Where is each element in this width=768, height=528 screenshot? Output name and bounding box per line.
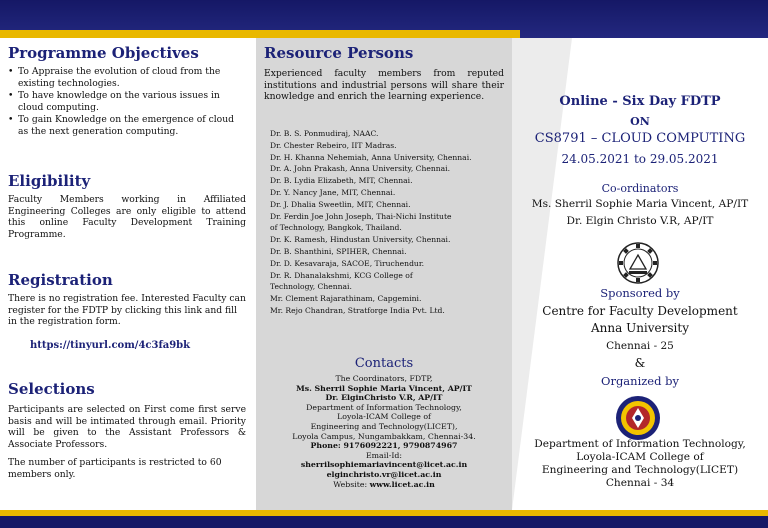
selections-heading: Selections — [8, 380, 95, 398]
contact-line: Department of Information Technology, — [306, 402, 462, 412]
ampersand: & — [634, 356, 646, 370]
selections-limit: The number of participants is restricted to 60 members only. — [8, 457, 222, 480]
resource-intro: Experienced faculty members from reputed institutions and industrial persons will share their knowledge and enrich the learning experience. — [264, 68, 504, 102]
contact-line: Ms. Sherril Sophie Maria Vincent, AP/IT — [296, 383, 472, 393]
sponsor-university: Anna University — [591, 321, 689, 335]
organized-by-label: Organized by — [601, 374, 679, 388]
resource-person-list — [270, 128, 510, 317]
middle-panel — [256, 38, 512, 510]
resource-person: Dr. A. John Prakash, Anna University, Chennai. — [270, 164, 451, 174]
gold-stripe — [0, 30, 520, 38]
event-title: Online - Six Day FDTP — [559, 94, 721, 109]
left-panel — [0, 38, 256, 510]
anna-university-logo — [616, 241, 660, 285]
contact-line: Dr. ElginChristo V.R, AP/IT — [325, 393, 443, 403]
resource-person: Dr. D. Kesavaraja, SACOE, Tiruchendur. — [270, 258, 425, 268]
eligibility-heading: Eligibility — [8, 172, 91, 190]
objective-item: • To gain Knowledge on the emergence of cloud as the next generation computing. — [6, 114, 246, 137]
objectives-heading: Programme Objectives — [8, 44, 199, 62]
objective-item: • To Appraise the evolution of cloud from the existing technologies. — [6, 66, 246, 89]
sponsor-city: Chennai - 25 — [606, 340, 674, 352]
resource-heading: Resource Persons — [264, 44, 414, 62]
right-panel — [512, 38, 768, 510]
registration-link[interactable]: https://tinyurl.com/4c3fa9bk — [30, 340, 191, 351]
sponsored-by-label: Sponsored by — [600, 286, 680, 300]
organizer-line: Engineering and Technology(LICET) — [541, 464, 739, 476]
resource-person: Dr. B. S. Ponmudiraj, NAAC. — [270, 129, 379, 138]
contact-email[interactable]: sherrilsophiemariavincent@licet.ac.in — [300, 460, 468, 470]
bottom-banner — [0, 510, 768, 528]
resource-person: Technology, Chennai. — [270, 282, 352, 292]
coordinator-1: Ms. Sherril Sophie Maria Vincent, AP/IT — [531, 198, 749, 210]
contacts-heading: Contacts — [354, 356, 414, 371]
coordinator-2: Dr. Elgin Christo V.R, AP/IT — [566, 215, 714, 227]
website-label: Website: — [333, 479, 370, 489]
resource-person: Dr. B. Lydia Elizabeth, MIT, Chennai. — [270, 176, 413, 186]
event-dates: 24.05.2021 to 29.05.2021 — [561, 152, 719, 166]
licet-logo — [614, 394, 662, 442]
resource-person: Dr. Ferdin Joe John Joseph, Thai-Nichi Institute — [270, 211, 452, 221]
contact-line: Loyola Campus, Nungambakkam, Chennai-34. — [292, 431, 476, 441]
organizer-block — [512, 438, 768, 490]
contact-line: Loyola-ICAM College of — [337, 412, 431, 422]
course-title: CS8791 – CLOUD COMPUTING — [534, 131, 746, 146]
gold-stripe — [0, 510, 768, 516]
website-link[interactable]: www.licet.ac.in — [369, 479, 435, 489]
organizer-line: Chennai - 34 — [605, 477, 675, 489]
eligibility-text: Faculty Members working in Affiliated Engineering Colleges are only eligible to attend this online Faculty Development Training Programme. — [8, 194, 246, 240]
top-banner — [0, 0, 768, 38]
sponsor-name: Centre for Faculty Development — [542, 304, 738, 318]
resource-person: Dr. H. Khanna Nehemiah, Anna University, Chennai. — [270, 152, 472, 162]
contact-website-row — [256, 480, 512, 490]
resource-person: Dr. J. Dhalia Sweetlin, MIT, Chennai. — [270, 199, 411, 209]
resource-person: Mr. Clement Rajarathinam, Capgemini. — [270, 294, 422, 304]
objective-item: • To have knowledge on the various issues in cloud computing. — [6, 90, 246, 113]
resource-person: Dr. Chester Rebeiro, IIT Madras. — [270, 140, 397, 150]
organizer-line: Loyola-ICAM College of — [576, 451, 704, 463]
resource-person: Dr. B. Shanthini, SPIHER, Chennai. — [270, 246, 407, 256]
resource-person: Dr. R. Dhanalakshmi, KCG College of — [270, 270, 413, 280]
selections-text: Participants are selected on First come first serve basis and will be intimated through email. Priority will be given to the Assistant Professors & Associate Professors. — [8, 404, 246, 450]
contact-line: Engineering and Technology(LICET), — [310, 421, 458, 431]
organizer-line: Department of Information Technology, — [534, 438, 746, 450]
resource-person: Mr. Rejo Chandran, Stratforge India Pvt. Ltd. — [270, 305, 445, 315]
contact-email[interactable]: elginchristo.vr@licet.ac.in — [326, 469, 442, 479]
contact-line: The Coordinators, FDTP, — [335, 374, 433, 383]
contact-line: Email-Id: — [365, 450, 403, 460]
resource-person: Dr. K. Ramesh, Hindustan University, Chennai. — [270, 235, 451, 245]
contact-phone: Phone: 9176092221, 9790874967 — [310, 441, 458, 451]
registration-heading: Registration — [8, 271, 113, 289]
resource-person: of Technology, Bangkok, Thailand. — [270, 223, 402, 233]
coordinators-heading: Co-ordinators — [601, 182, 679, 195]
resource-person: Dr. Y. Nancy Jane, MIT, Chennai. — [270, 187, 396, 197]
contacts-block — [256, 356, 512, 489]
registration-text: There is no registration fee. Interested Faculty can register for the FDTP by clicking this link and fill in the registration form. — [8, 293, 246, 327]
objectives-list — [6, 66, 246, 138]
event-on: ON — [630, 115, 650, 128]
